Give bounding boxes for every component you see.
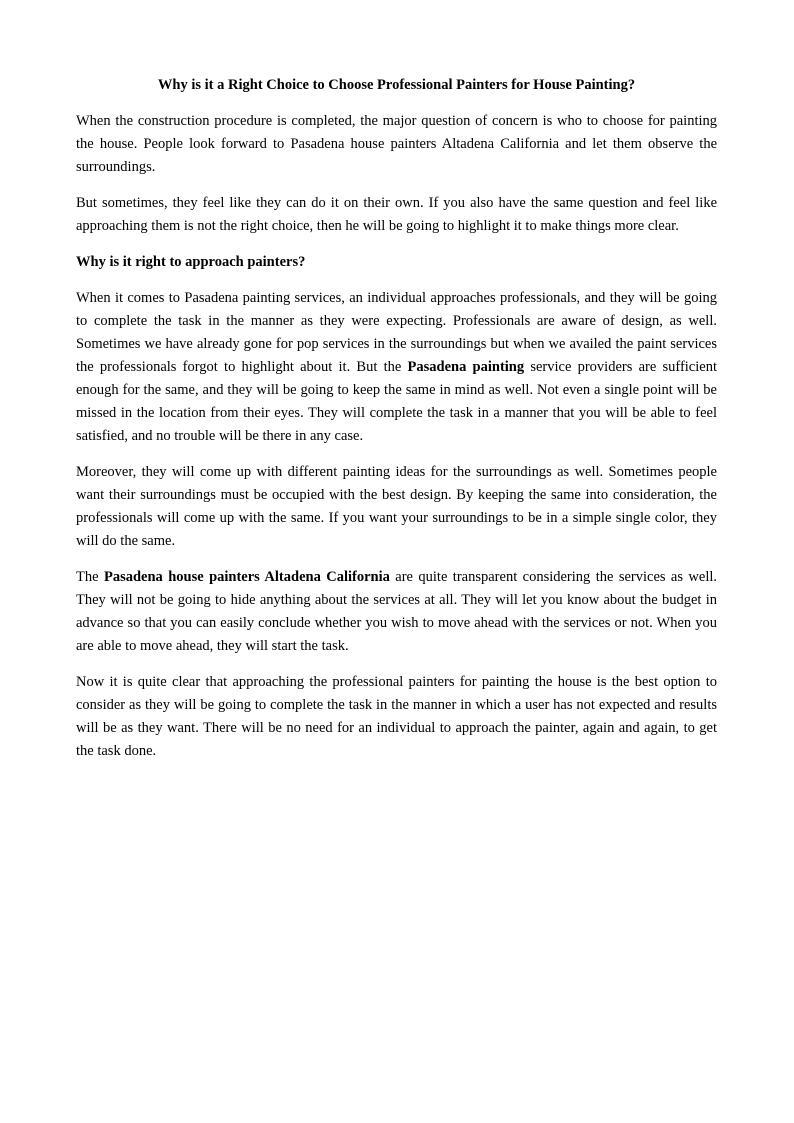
section-heading: Why is it right to approach painters? (76, 254, 306, 270)
paragraph-transparency-text-start: The (76, 569, 104, 585)
paragraph-transparency-text-end: are quite transparent considering the services as well. They will not be going to hide anything about the services at all. They will let you know about the budget in advance so that you can easily conclude whether you wish to move ahead with the services or not. When you are able to move ahead, they will start the task. (76, 569, 718, 654)
paragraph-conclusion: Now it is quite clear that approaching the professional painters for painting the house is the best option to consider as they will be going to complete the task in the manner in which a user has not expected and results will be as they want. There will be no need for an individual to approach the painter, again and again, to get the task done. (76, 674, 717, 759)
keyword-pasadena-painting: Pasadena painting (407, 359, 525, 375)
document-page (76, 74, 717, 763)
paragraph-services-text-start: When it comes to Pasadena painting services, an individual approaches professionals, and they will be going to complete the task in the manner as they were expecting. Professionals are aware of design, as well. Sometimes we have already gone for pop services in the surroundings but when we availed the paint services the professionals forgot to highlight about it. But the (76, 290, 717, 375)
paragraph-services (76, 287, 717, 448)
document-title: Why is it a Right Choice to Choose Professional Painters for House Painting? (157, 77, 636, 93)
keyword-pasadena-house-painters: Pasadena house painters Altadena California (103, 569, 390, 585)
paragraph-diy-question: But sometimes, they feel like they can do it on their own. If you also have the same question and feel like approaching them is not the right choice, then he will be going to highlight it to make things more clear. (76, 195, 717, 234)
paragraph-transparency (76, 566, 717, 658)
paragraph-painting-ideas: Moreover, they will come up with different painting ideas for the surroundings as well. Sometimes people want their surroundings must be occupied with the best design. By keeping the same into consideration, the professionals will come up with the same. If you want your surroundings to be in a simple single color, they will do the same. (76, 464, 717, 549)
paragraph-intro: When the construction procedure is completed, the major question of concern is who to choose for painting the house. People look forward to Pasadena house painters Altadena California and let them observe the surroundings. (76, 113, 717, 175)
paragraph-services-text-end: service providers are sufficient enough for the same, and they will be going to keep the same in mind as well. Not even a single point will be missed in the location from their eyes. They will complete the task in a manner that you will be able to feel satisfied, and no trouble will be there in any case. (76, 359, 717, 444)
